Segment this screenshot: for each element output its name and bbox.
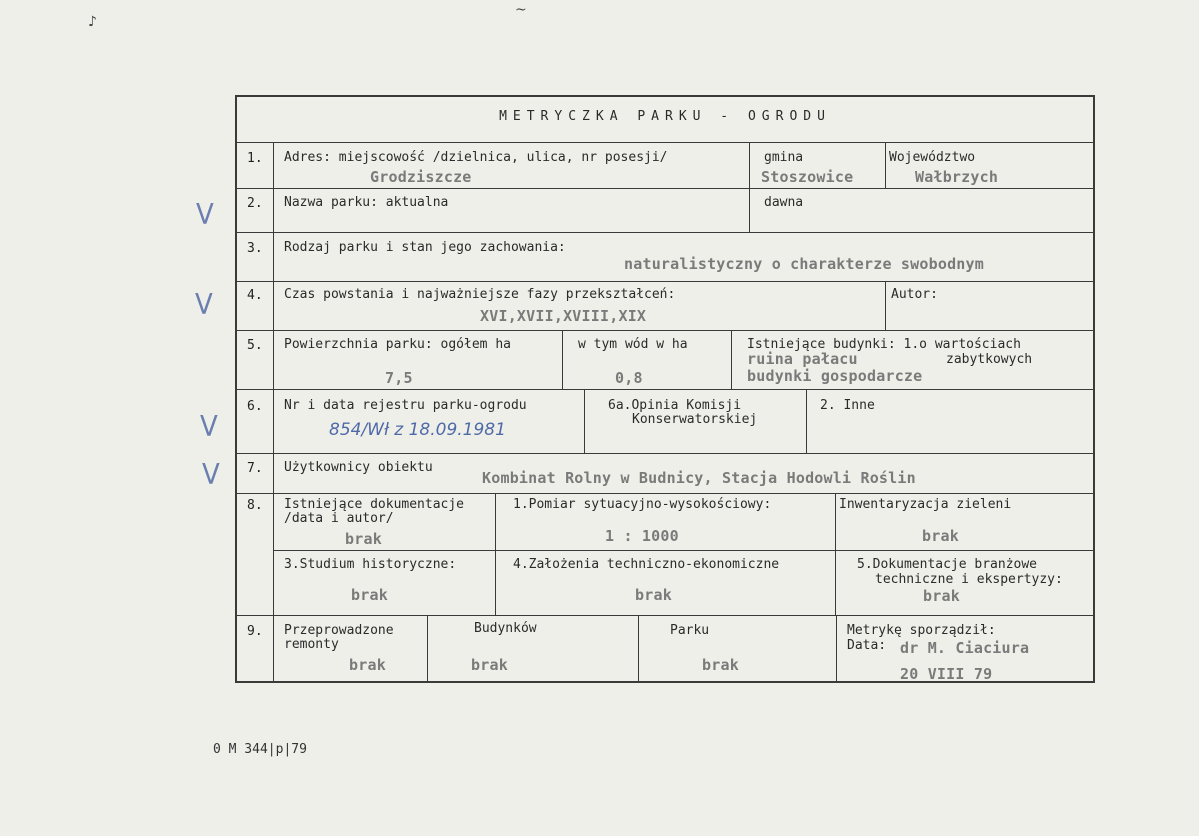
col-divider <box>562 330 563 389</box>
row-divider <box>237 142 1093 143</box>
park-renovation-label: Parku <box>670 623 710 638</box>
wojewodztwo-value: Wałbrzych <box>915 168 999 186</box>
col-divider <box>638 615 639 683</box>
card-title: METRYCZKA PARKU - OGRODU <box>499 109 831 124</box>
buildings-value-1: ruina pałacu <box>747 350 858 368</box>
creation-time-label: Czas powstania i najważniejsze fazy przekształceń: <box>284 287 676 302</box>
row-divider <box>237 389 1093 390</box>
former-name-label: dawna <box>764 195 804 210</box>
check-mark-row-2: V <box>196 198 214 232</box>
branch-docs-label: 5.Dokumentacje branżowe <box>857 557 1038 572</box>
area-label: Powierzchnia parku: ogółem ha <box>284 337 511 352</box>
col-divider <box>836 615 837 683</box>
row-divider <box>237 330 1093 331</box>
author-label: Autor: <box>891 287 938 302</box>
buildings-renovation-label: Budynków <box>474 621 537 636</box>
park-type-value: naturalistyczny o charakterze swobodnym <box>624 255 984 273</box>
users-value: Kombinat Rolny w Budnicy, Stacja Hodowli Roślin <box>482 469 916 487</box>
row-number-6: 6. <box>247 399 263 414</box>
col-divider <box>749 142 750 233</box>
row-number-2: 2. <box>247 196 263 211</box>
survey-value: 1 : 1000 <box>605 527 679 545</box>
gmina-value: Stoszowice <box>761 168 854 186</box>
branch-docs-value: brak <box>923 587 960 605</box>
date-value: 20 VIII 79 <box>900 665 993 683</box>
archive-reference: 0 M 344|p|79 <box>213 742 307 757</box>
commission-label: 6a.Opinia Komisji <box>608 398 742 413</box>
buildings-label-2: zabytkowych <box>946 352 1033 367</box>
buildings-value-2: budynki gospodarcze <box>747 367 923 385</box>
documentation-label-2: /data i autor/ <box>284 511 394 526</box>
buildings-label: Istniejące budynki: 1.o wartościach <box>747 337 1021 352</box>
historical-study-label: 3.Studium historyczne: <box>284 557 457 572</box>
greenery-label: Inwentaryzacja zieleni <box>839 497 1012 512</box>
row-number-4: 4. <box>247 288 263 303</box>
water-label: w tym wód w ha <box>578 337 688 352</box>
col-divider <box>427 615 428 683</box>
row-divider <box>237 493 1093 494</box>
address-value: Grodziszcze <box>370 168 472 186</box>
park-renovation-value: brak <box>702 656 739 674</box>
col-divider <box>885 281 886 330</box>
col-divider <box>835 493 836 615</box>
row-divider <box>237 232 1093 233</box>
documentation-value: brak <box>345 530 382 548</box>
register-label: Nr i data rejestru parku-ogrodu <box>284 398 527 413</box>
creation-time-value: XVI,XVII,XVIII,XIX <box>480 307 647 325</box>
commission-label-2: Konserwatorskiej <box>632 412 758 427</box>
col-divider <box>806 389 807 453</box>
prepared-by-label: Metrykę sporządził: <box>847 623 996 638</box>
water-value: 0,8 <box>615 369 643 387</box>
row-number-9: 9. <box>247 624 263 639</box>
wojewodztwo-label: Województwo <box>889 150 976 165</box>
documentation-label: Istniejące dokumentacje <box>284 497 465 512</box>
historical-study-value: brak <box>351 586 388 604</box>
renovations-value: brak <box>349 656 386 674</box>
metryczka-card <box>235 95 1095 683</box>
col-divider <box>731 330 732 389</box>
technical-assumptions-value: brak <box>635 586 672 604</box>
renovations-label-2: remonty <box>284 637 339 652</box>
check-mark-row-6: V <box>200 410 218 444</box>
corner-mark-left: ♪ <box>88 14 97 30</box>
check-mark-row-4: V <box>195 288 213 322</box>
row-number-7: 7. <box>247 461 263 476</box>
col-divider <box>885 142 886 188</box>
row-number-3: 3. <box>247 241 263 256</box>
park-name-label: Nazwa parku: aktualna <box>284 195 449 210</box>
check-mark-row-7: V <box>202 458 220 492</box>
row-divider <box>274 550 1093 551</box>
gmina-label: gmina <box>764 150 804 165</box>
greenery-value: brak <box>922 527 959 545</box>
row-divider <box>237 281 1093 282</box>
users-label: Użytkownicy obiektu <box>284 460 433 475</box>
prepared-by-value: dr M. Ciaciura <box>900 639 1030 657</box>
row-number-1: 1. <box>247 151 263 166</box>
area-value: 7,5 <box>385 369 413 387</box>
col-divider <box>495 493 496 615</box>
branch-docs-label-2: techniczne i ekspertyzy: <box>875 572 1063 587</box>
buildings-renovation-value: brak <box>471 656 508 674</box>
park-type-label: Rodzaj parku i stan jego zachowania: <box>284 240 566 255</box>
corner-mark-top: ~ <box>515 2 527 18</box>
col-divider <box>584 389 585 453</box>
survey-label: 1.Pomiar sytuacyjno-wysokościowy: <box>513 497 772 512</box>
row-divider <box>237 188 1093 189</box>
address-label: Adres: miejscowość /dzielnica, ulica, nr posesji/ <box>284 150 668 165</box>
renovations-label: Przeprowadzone <box>284 623 394 638</box>
row-divider <box>237 453 1093 454</box>
row-number-5: 5. <box>247 338 263 353</box>
date-label: Data: <box>847 638 887 653</box>
register-value: 854/Wł z 18.09.1981 <box>329 420 506 440</box>
row-divider <box>237 615 1093 616</box>
technical-assumptions-label: 4.Założenia techniczno-ekonomiczne <box>513 557 780 572</box>
other-label: 2. Inne <box>820 398 875 413</box>
row-number-8: 8. <box>247 498 263 513</box>
number-column-line <box>273 142 274 683</box>
